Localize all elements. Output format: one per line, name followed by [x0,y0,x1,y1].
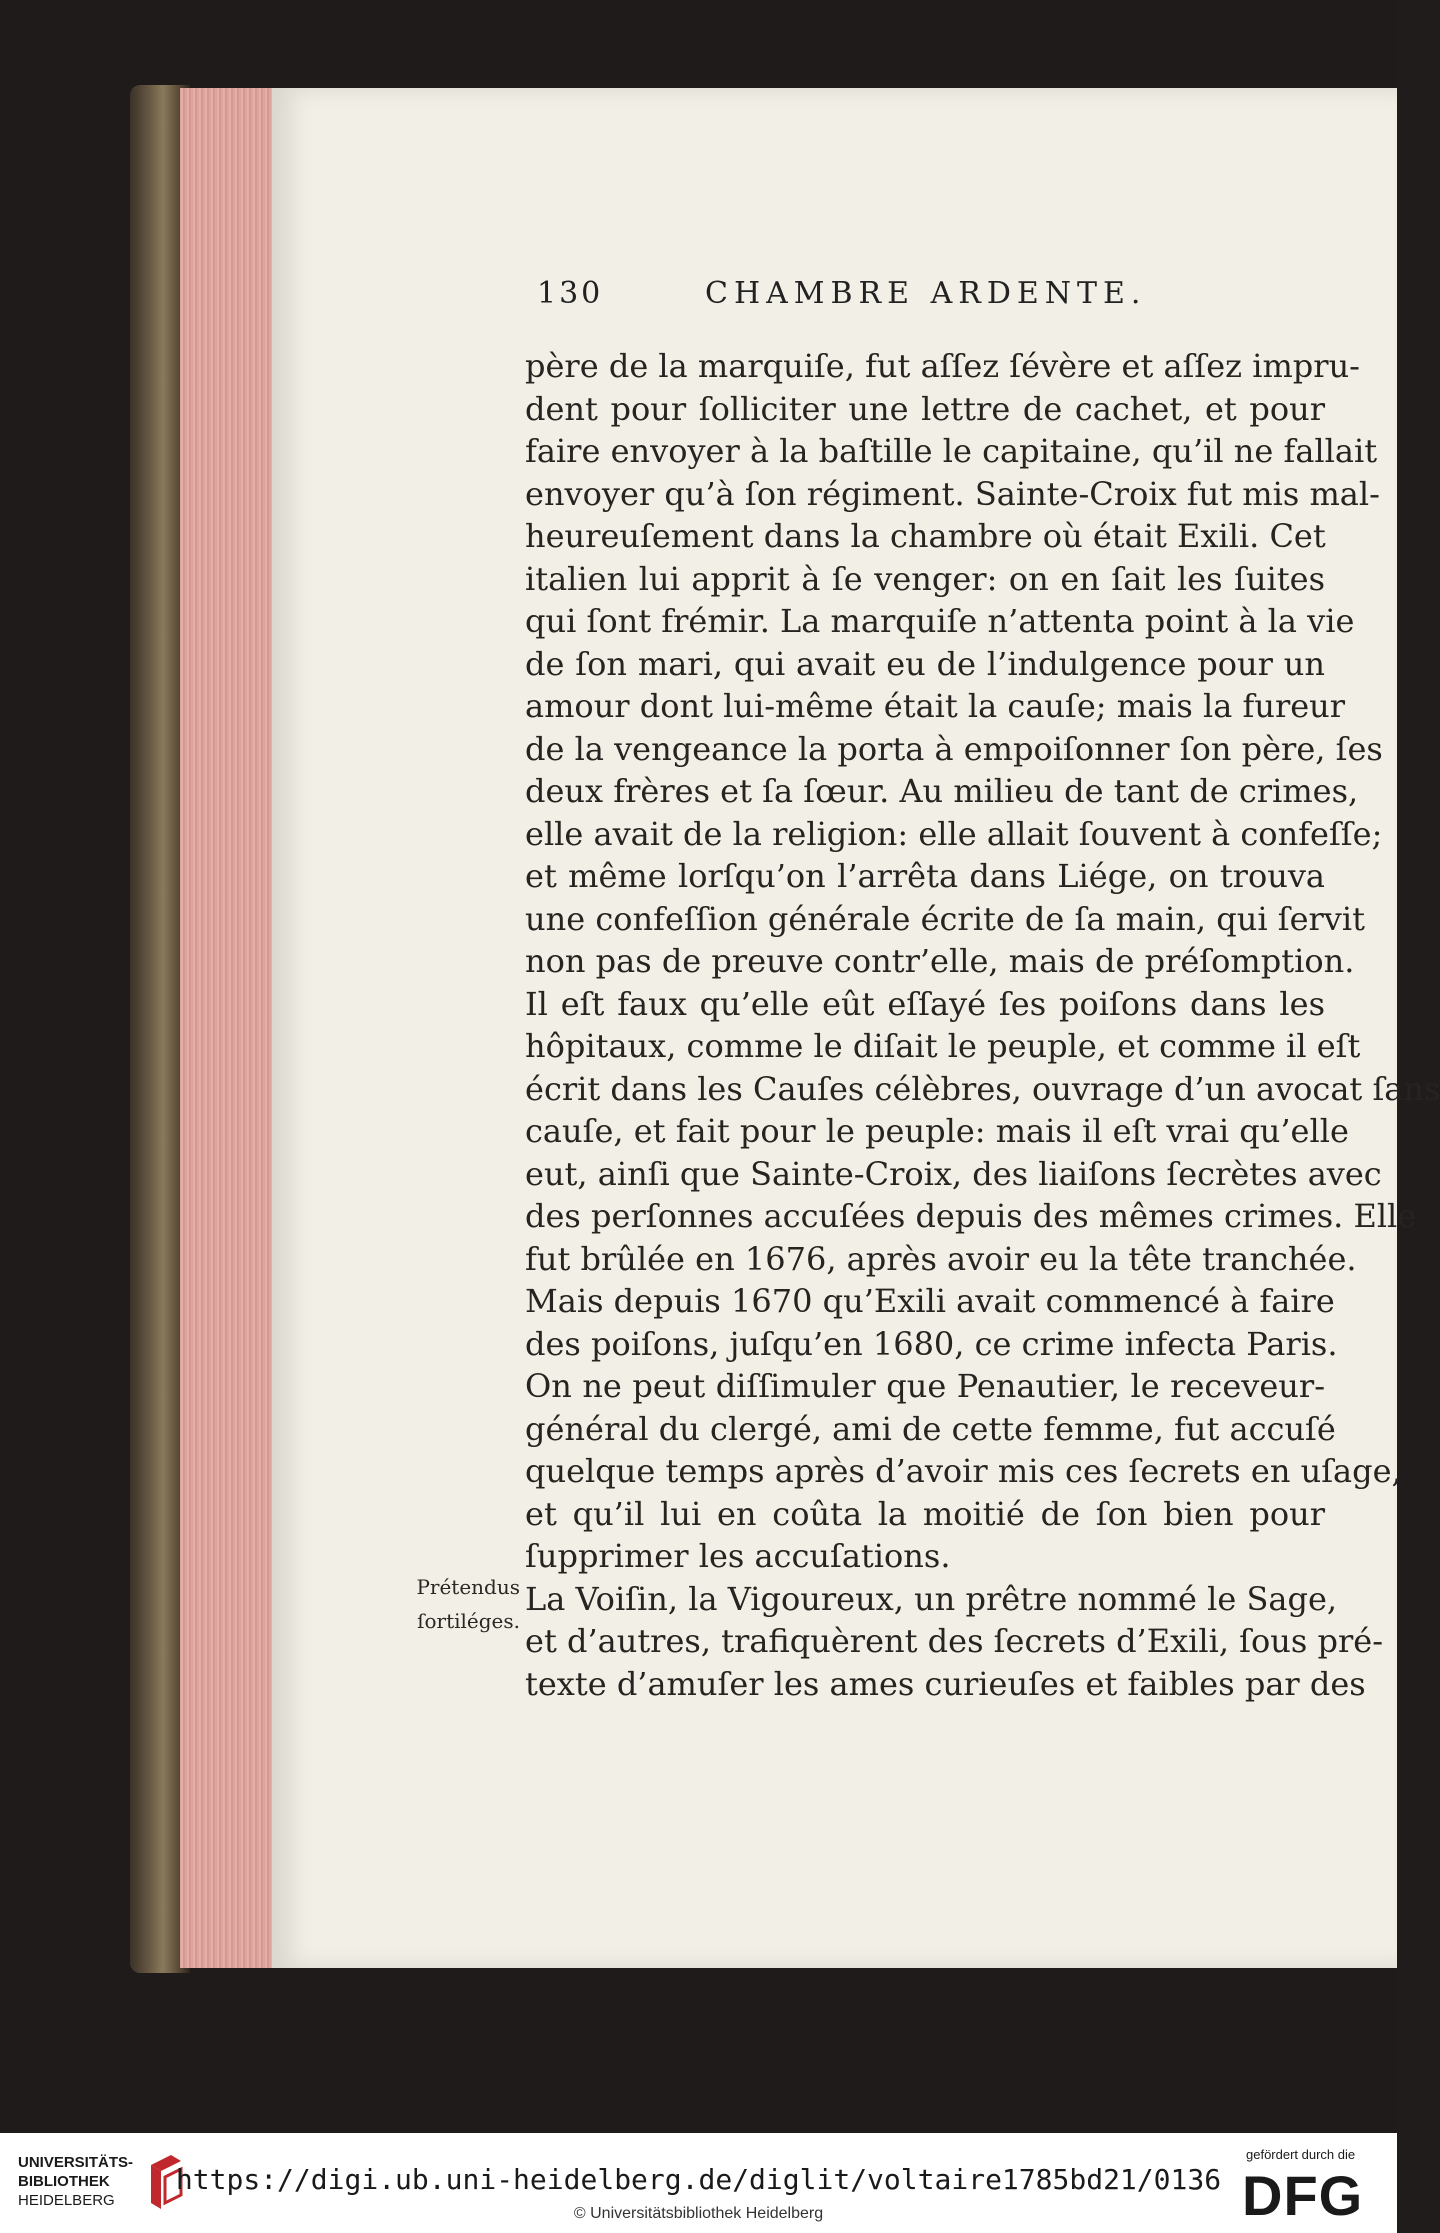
text-line: écrit dans les Cauſes célèbres, ouvrage d’un avocat ſans [525,1069,1440,1108]
text-line: des perſonnes accuſées depuis des mêmes crimes. Elle [525,1197,1417,1235]
text-line: et d’autres, trafiquèrent des ſecrets d’Exili, ſous pré- [525,1622,1384,1660]
text-line: quelque temps après d’avoir mis ces ſecrets en uſage, [525,1452,1402,1490]
page-number: 130 [537,276,604,311]
text-line: eut, ainſi que Sainte-Croix, des liaiſons ſecrètes avec [525,1154,1382,1193]
margin-note-line: Prétendus [416,1575,520,1599]
copyright-notice: © Universitätsbibliothek Heidelberg [573,2205,824,2222]
text-line: amour dont lui-même était la cauſe; mais la fureur [525,687,1346,725]
library-name-line: UNIVERSITÄTS- [18,2154,134,2171]
text-line: général du clergé, ami de cette femme, fut accuſé [525,1409,1336,1448]
text-line: dent pour ſolliciter une lettre de cachet, et pour [525,389,1325,428]
text-line: ſupprimer les accuſations. [525,1537,951,1575]
text-line: texte d’amuſer les ames curieuſes et faibles par des [525,1664,1366,1703]
dfg-logo[interactable] [1240,2143,1390,2227]
text-line: deux frères et ſa ſœur. Au milieu de tant de crimes, [525,772,1359,810]
text-line: cauſe, et fait pour le peuple: mais il eſt vrai qu’elle [525,1112,1349,1150]
text-line: non pas de preuve contr’elle, mais de préſomption. [525,942,1355,980]
text-line: hôpitaux, comme le diſait le peuple, et comme il eſt [525,1027,1361,1065]
text-line: La Voiſin, la Vigoureux, un prêtre nommé le Sage, [525,1579,1338,1618]
text-line: faire envoyer à la baſtille le capitaine, qu’il ne fallait [525,432,1378,470]
library-name-line: BIBLIOTHEK [18,2173,110,2190]
text-line: italien lui apprit à ſe venger: on en ſait les ſuites [525,559,1325,598]
text-line: père de la marquiſe, fut aſſez ſévère et aſſez impru- [525,347,1360,385]
margin-note-line: ſortiléges. [417,1609,520,1633]
page-header [525,276,1165,322]
body-text [525,345,1440,1705]
footer-bar [0,2133,1397,2233]
text-line: de la vengeance la porta à empoiſonner ſon père, ſes [525,729,1383,768]
margin-note [375,1570,520,1638]
text-line: Il eſt faux qu’elle eût eſſayé ſes poiſons dans les [525,984,1325,1023]
dfg-wordmark: DFG [1242,2164,1364,2227]
page-edges [180,88,280,1968]
text-line: une confeſſion générale écrite de ſa main, qui ſervit [525,899,1365,938]
running-title: CHAMBRE ARDENTE. [705,276,1147,311]
text-line: elle avait de la religion: elle allait ſouvent à confeſſe; [525,814,1383,853]
permalink-url[interactable]: https://digi.ub.uni-heidelberg.de/diglit/voltaire1785bd21/0136 [175,2163,1222,2196]
text-line: heureuſement dans la chambre où était Exili. Cet [525,517,1326,555]
text-line: envoyer qu’à ſon régiment. Sainte-Croix fut mis mal- [525,474,1380,513]
text-line: fut brûlée en 1676, après avoir eu la tête tranchée. [525,1239,1357,1278]
text-line: Mais depuis 1670 qu’Exili avait commencé à faire [525,1282,1335,1320]
text-line: qui ſont frémir. La marquiſe n’attenta point à la vie [525,602,1355,640]
library-name-line: HEIDELBERG [18,2192,115,2209]
text-line: et même lorſqu’on l’arrêta dans Liége, on trouva [525,857,1325,895]
text-line: On ne peut diſſimuler que Penautier, le receveur- [525,1367,1325,1405]
text-line: des poiſons, juſqu’en 1680, ce crime infecta Paris. [525,1324,1338,1363]
text-line: et qu’il lui en coûta la moitié de ſon bien pour [525,1494,1325,1533]
funded-by-label: gefördert durch die [1246,2147,1356,2162]
text-line: de ſon mari, qui avait eu de l’indulgence pour un [525,644,1325,683]
